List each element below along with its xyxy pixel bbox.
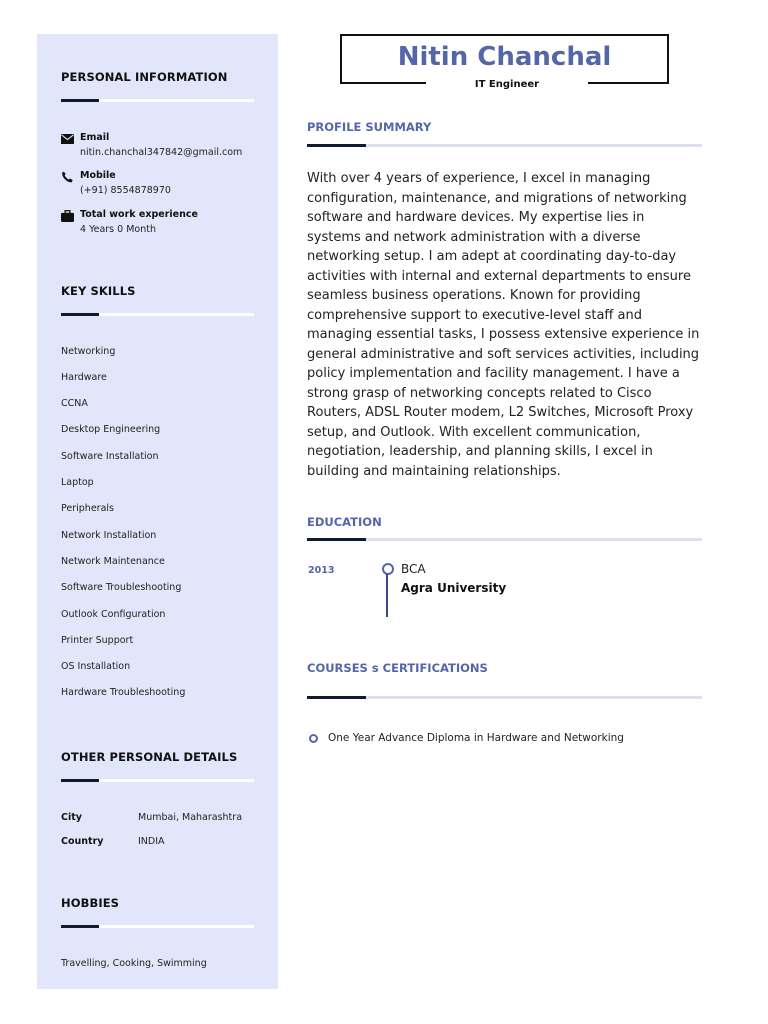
candidate-name: Nitin Chanchal — [397, 42, 612, 72]
hobbies-title: HOBBIES — [61, 896, 120, 910]
section-divider — [61, 99, 254, 102]
briefcase-icon — [61, 210, 74, 222]
email-value[interactable]: nitin.chanchal347842@gmail.com — [80, 147, 243, 158]
city-value: Mumbai, Maharashtra — [138, 812, 243, 823]
envelope-icon — [61, 133, 74, 145]
skill-item: Desktop Engineering — [61, 424, 161, 435]
skill-item: Peripherals — [61, 503, 114, 514]
skills-list — [61, 346, 254, 706]
education-university: Agra University — [401, 581, 507, 595]
certifications-title: COURSES s CERTIFICATIONS — [307, 661, 488, 675]
other-details-section — [61, 750, 254, 782]
job-title: IT Engineer — [426, 79, 588, 90]
skill-item: Hardware — [61, 372, 107, 383]
timeline-line — [386, 574, 388, 617]
education-degree: BCA — [401, 562, 426, 576]
personal-info-list — [61, 132, 254, 242]
profile-summary-title: PROFILE SUMMARY — [307, 120, 432, 134]
mobile-label: Mobile — [80, 170, 116, 181]
skill-item: Network Maintenance — [61, 556, 165, 567]
section-divider — [61, 313, 254, 316]
key-skills-section — [61, 284, 254, 316]
email-label: Email — [80, 132, 110, 143]
bullet-circle-icon — [309, 734, 318, 743]
skill-item: CCNA — [61, 398, 88, 409]
section-divider — [61, 779, 254, 782]
section-divider — [61, 925, 254, 928]
personal-info-title: PERSONAL INFORMATION — [61, 70, 228, 84]
name-box — [340, 34, 669, 84]
hobbies-value: Travelling, Cooking, Swimming — [61, 958, 207, 969]
skill-item: Networking — [61, 346, 116, 357]
skill-item: Network Installation — [61, 530, 157, 541]
profile-summary-text: With over 4 years of experience, I excel in managing configuration, maintenance, and migrations of networking software and hardware devices. My expertise lies in systems and network administration with a diverse networking setup. I am adept at coordinating day-to-day activities with internal and external departments to ensure seamless business operations. Known for providing comprehensive support to executive-level staff and managing essential tasks, I possess extensive experience in general administrative and soft services activities, including policy implementation and facility management. I have a strong grasp of networking concepts related to Cisco Routers, ADSL Router modem, L2 Switches, Microsoft Proxy setup, and Outlook. With excellent communication, negotiation, leadership, and planning skills, I excel in building and maintaining relationships. — [307, 171, 700, 479]
education-title: EDUCATION — [307, 515, 382, 529]
sidebar — [37, 34, 278, 989]
skill-item: Outlook Configuration — [61, 609, 166, 620]
mobile-value[interactable]: (+91) 8554878970 — [80, 185, 171, 196]
hobbies-list — [61, 958, 254, 974]
country-value: INDIA — [138, 836, 165, 847]
personal-info-section — [61, 70, 254, 102]
country-label: Country — [61, 836, 104, 847]
certification-item: One Year Advance Diploma in Hardware and Networking — [328, 732, 624, 744]
timeline-dot-icon — [382, 563, 394, 575]
experience-label: Total work experience — [80, 209, 198, 220]
phone-icon — [61, 171, 74, 183]
skill-item: Printer Support — [61, 635, 134, 646]
skill-item: Laptop — [61, 477, 94, 488]
hobbies-section — [61, 896, 254, 928]
experience-value: 4 Years 0 Month — [80, 224, 156, 235]
section-divider — [307, 538, 702, 541]
key-skills-title: KEY SKILLS — [61, 284, 136, 298]
skill-item: OS Installation — [61, 661, 131, 672]
skill-item: Software Troubleshooting — [61, 582, 182, 593]
skill-item: Hardware Troubleshooting — [61, 687, 186, 698]
other-details-list — [61, 812, 254, 852]
skill-item: Software Installation — [61, 451, 159, 462]
other-details-title: OTHER PERSONAL DETAILS — [61, 750, 238, 764]
city-label: City — [61, 812, 82, 823]
section-divider — [307, 144, 702, 147]
section-divider — [307, 696, 702, 699]
education-year: 2013 — [308, 565, 335, 576]
